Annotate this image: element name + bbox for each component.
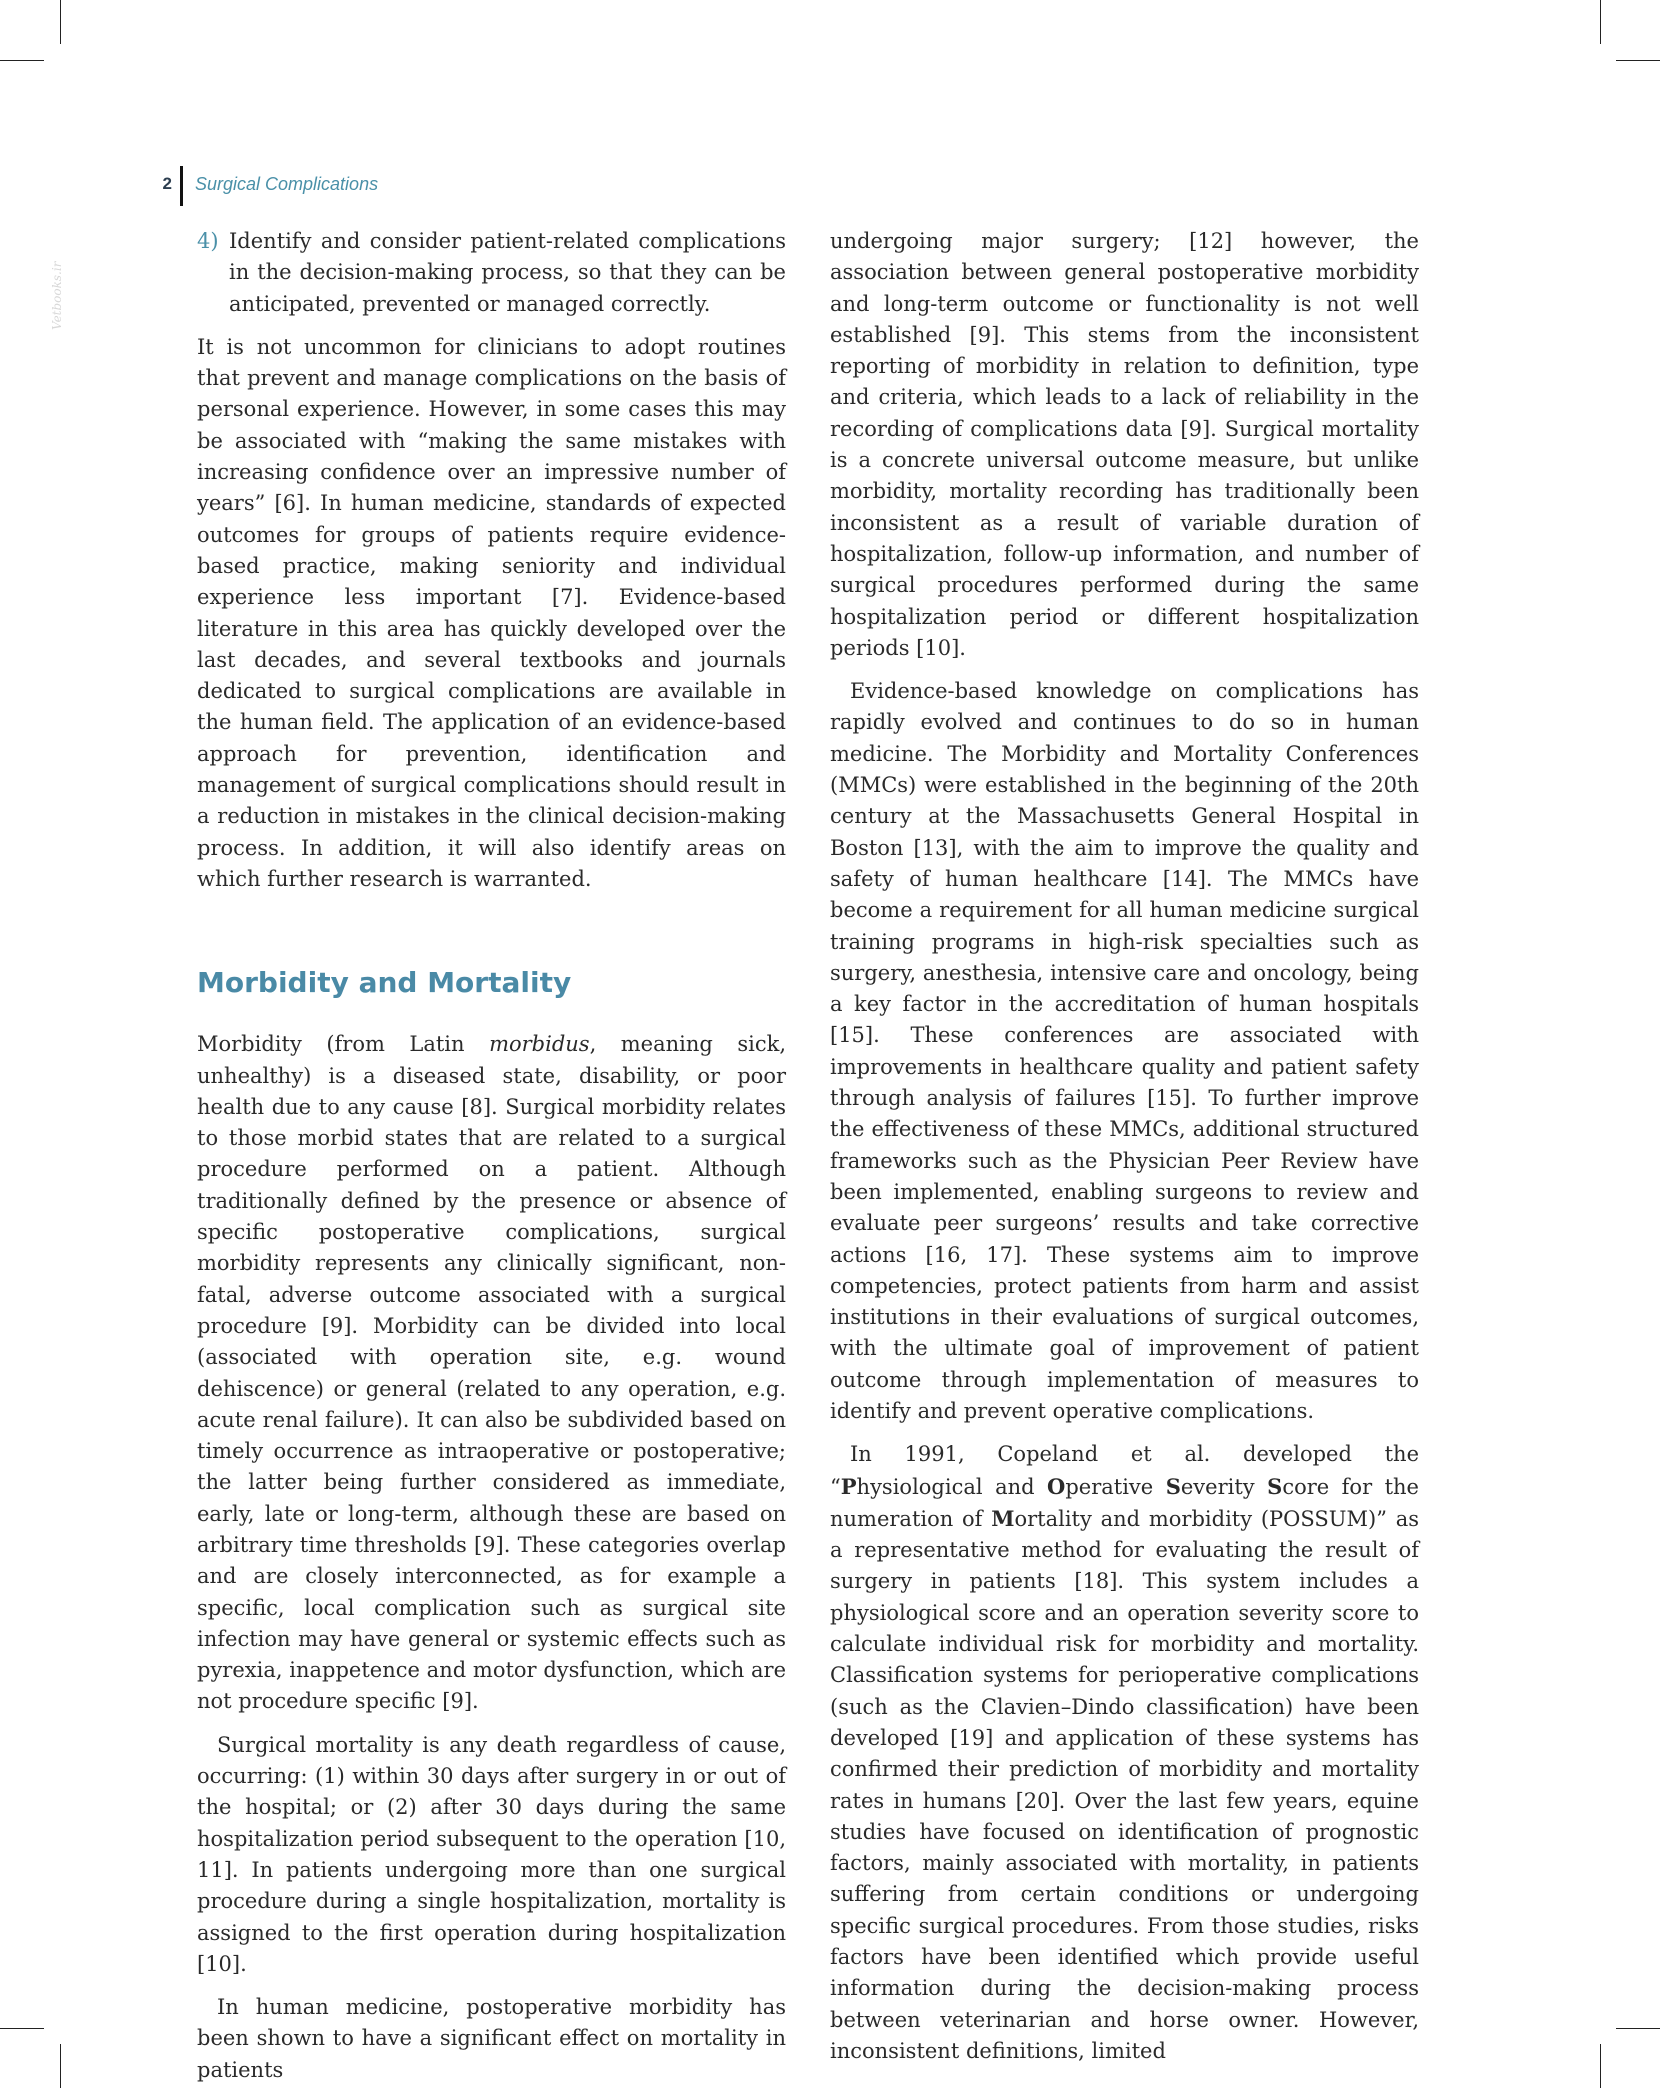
crop-mark [0,2028,44,2029]
evidence-paragraph: Evidence-based knowledge on complications has rapidly evolved and continues to do so in human medicine. The Morbidity and Mortality Conferences (MMCs) were established in the beginning of the 20th century at the Massachusetts General Hospital in Boston [13], with the aim to improve the quality and safety of human healthcare [14]. The MMCs have become a requirement for all human medicine surgical training programs in high-risk specialties such as surgery, anesthesia, intensive care and oncology, being a key factor in the accreditation of human hospitals [15]. These conferences are associated with improvements in healthcare quality and patient safety through analysis of failures [15]. To further improve the effectiveness of these MMCs, additional structured frameworks such as the Physician Peer Review have been implemented, enabling surgeons to review and evaluate peer surgeons’ results and take corrective actions [16, 17]. These systems aim to improve competencies, protect patients from harm and assist institutions in their evaluations of surgical outcomes, with the ultimate goal of improvement of patient outcome through implementation of measures to identify and prevent operative complications. [830,679,1419,1423]
crop-mark [60,2044,61,2088]
right-column [830,226,1419,2079]
watermark: Vetbooks.ir [50,261,64,330]
header-rule [180,166,183,206]
continuation-paragraph: undergoing major surgery; [12] however, the association between general postoperative morbidity and long-term outcome or functionality is not well established [9]. This stems from the inconsistent reporting of morbidity in relation to definition, type and criteria, which leads to a lack of reliability in the recording of complications data [9]. Surgical mortality is a concrete universal outcome measure, but unlike morbidity, mortality recording has traditionally been inconsistent as a result of variable duration of hospitalization, follow-up information, and number of surgical procedures performed during the same hospitalization period or different hospitalization periods [10]. [830,229,1419,660]
crop-mark [1616,2028,1660,2029]
text-run: everity [1180,1474,1268,1499]
text-run: Morbidity (from Latin [197,1032,490,1057]
text-run: hysiological and [856,1474,1048,1499]
morbidity-paragraph [197,1029,786,1718]
left-column [197,226,786,2098]
crop-mark [1600,2044,1601,2088]
crop-mark [1600,0,1601,44]
running-title: Surgical Complications [195,173,379,194]
text-run: perative [1065,1474,1166,1499]
list-item [197,226,786,320]
list-text: Identify and consider patient-related complications in the decision-making process, so that they can be anticipated, prevented or managed correctly. [229,229,786,316]
bold-initial: S [1267,1473,1283,1499]
italic-term: morbidus [489,1032,590,1057]
mortality-paragraph: Surgical mortality is any death regardless of cause, occurring: (1) within 30 days after surgery in or out of the hospital; or (2) after 30 days during the same hospitalization period subsequent to the operation [10, 11]. In patients undergoing more than one surgical procedure during a single hospitalization, mortality is assigned to the first operation during hospitalization [10]. [197,1732,786,1976]
text-run: ortality and morbidity (POSSUM)” as a representative method for evaluating the result of surgery in patients [18]. This system includes a physiological score and an operation severity score to calculate individual risk for morbidity and mortality. Classification systems for perioperative complications (such as the Clavien–Dindo classification) have been developed [19] and application of these systems has confirmed their prediction of morbidity and mortality rates in humans [20]. Over the last few years, equine studies have focused on identification of prognostic factors, mainly associated with mortality, in patients suffering from certain conditions or undergoing specific surgical procedures. From those studies, risks factors have been identified which provide useful information during the decision-making process between veterinarian and horse owner. However, inconsistent definitions, limited [830,1506,1419,2063]
crop-mark [60,0,61,44]
crop-mark [0,60,44,61]
text-run: , meaning sick, unhealthy) is a diseased state, disability, or poor health due to any cause [8]. Surgical morbidity relates to those morbid states that are related to a surgical procedure performed on a patient. Although traditionally defined by the presence or absence of specific postoperative complications, surgical morbidity represents any clinically significant, non-fatal, adverse outcome associated with a surgical procedure [9]. Morbidity can be divided into local (associated with operation site, e.g. wound dehiscence) or general (related to any operation, e.g. acute renal failure). It can also be subdivided based on timely occurrence as intraoperative or postoperative; the latter being further considered as immediate, early, late or long-term, although these are based on arbitrary time thresholds [9]. These categories overlap and are closely interconnected, as for example a specific, local complication such as surgical site infection may have general or systemic effects such as pyrexia, inappetence and motor dysfunction, which are not procedure specific [9]. [197,1032,786,1714]
running-header [160,172,378,196]
intro-paragraph: It is not uncommon for clinicians to adopt routines that prevent and manage complications on the basis of personal experience. However, in some cases this may be associated with “making the same mistakes with increasing confidence over an impressive number of years” [6]. In human medicine, standards of expected outcomes for groups of patients require evidence-based practice, making seniority and individual experience less important [7]. Evidence-based literature in this area has quickly developed over the last decades, and several textbooks and journals dedicated to surgical complications are available in the human field. The application of an evidence-based approach for prevention, identification and management of surgical complications should result in a reduction in mistakes in the clinical decision-making process. In addition, it will also identify areas on which further research is warranted. [197,334,786,891]
human-medicine-paragraph: In human medicine, postoperative morbidity has been shown to have a significant effect on mortality in patients [197,1995,786,2082]
bold-initial: O [1047,1473,1066,1499]
text-run: core for the numeration of [830,1474,1419,1531]
section-heading: Morbidity and Mortality [197,966,572,1000]
bold-initial: M [991,1505,1015,1531]
page-number: 2 [162,174,172,193]
text-run: In 1991, Copeland et al. developed the “ [830,1442,1419,1499]
bold-initial: S [1165,1473,1181,1499]
bold-initial: P [840,1473,857,1499]
list-number: 4) [197,229,219,253]
possum-paragraph [830,1439,1419,2067]
crop-mark [1616,60,1660,61]
